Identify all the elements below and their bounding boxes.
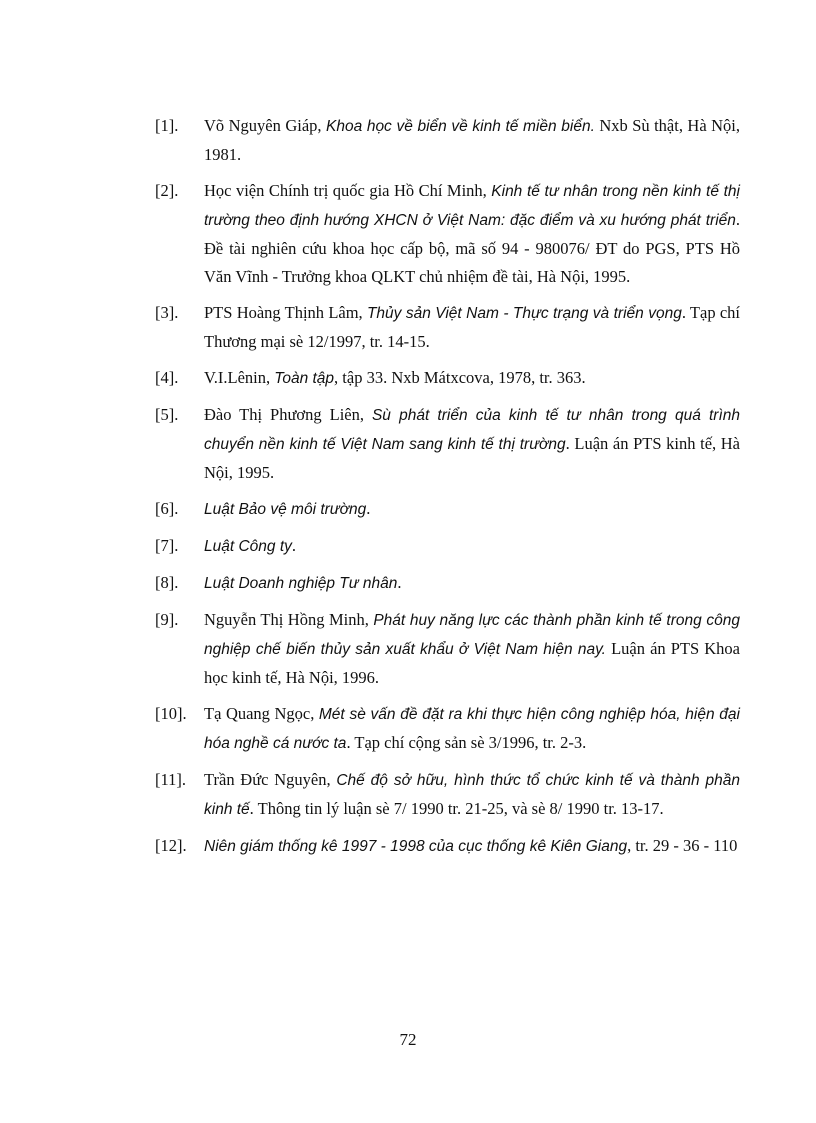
reference-item <box>155 495 740 524</box>
reference-title: Khoa học về biển về kinh tế miền biển. <box>325 118 595 135</box>
reference-details: . <box>366 499 371 518</box>
reference-details: . <box>291 536 297 555</box>
reference-text <box>204 700 740 758</box>
reference-author: Võ Nguyên Giáp, <box>204 116 326 135</box>
reference-number: [4]. <box>155 368 179 387</box>
reference-text <box>204 532 740 561</box>
page-number: 72 <box>399 1030 417 1049</box>
reference-text <box>204 495 740 524</box>
reference-author: Trần Đức Nguyên, <box>204 770 337 789</box>
reference-number: [10]. <box>155 704 187 723</box>
reference-details: . Tạp chí cộng sản sè 3/1996, tr. 2-3. <box>346 733 587 752</box>
reference-details: , tập 33. Nxb Mátxcova, 1978, tr. 363. <box>334 368 586 387</box>
reference-item <box>155 299 740 356</box>
reference-details: . Tạp chí Thương mại sè 12/1997, tr. 14-15. <box>204 303 741 351</box>
reference-text <box>204 569 740 598</box>
reference-details: . Luận án PTS kinh tế, Hà Nội, 1995. <box>204 434 741 482</box>
reference-title: Chế độ sở hữu, hình thức tổ chức kinh tế và thành phần kinh tế <box>204 772 740 818</box>
reference-author: Nguyễn Thị Hồng Minh, <box>204 610 374 629</box>
reference-title: Mét sè vấn đề đặt ra khi thực hiện công nghiệp hóa, hiện đại hóa nghề cá nước ta <box>204 706 740 752</box>
reference-text <box>204 401 740 487</box>
reference-list <box>155 112 740 869</box>
reference-text <box>204 766 740 824</box>
reference-number: [5]. <box>155 405 179 424</box>
reference-title: Niên giám thống kê 1997 - 1998 của cục thống kê Kiên Giang <box>204 838 628 855</box>
reference-details: . Thông tin lý luận sè 7/ 1990 tr. 21-25, và sè 8/ 1990 tr. 13-17. <box>249 799 664 818</box>
reference-title: Toàn tập <box>274 370 335 387</box>
reference-number: [12]. <box>155 836 187 855</box>
reference-details: . Đề tài nghiên cứu khoa học cấp bộ, mã số 94 - 980076/ ĐT do PGS, PTS Hồ Văn Vĩnh - Trưởng khoa QLKT chủ nhiệm đề tài, Hà Nội, 1995. <box>204 210 740 286</box>
reference-title: Luật Doanh nghiệp Tư nhân <box>204 575 398 592</box>
reference-author: Tạ Quang Ngọc, <box>204 704 319 723</box>
reference-number: [7]. <box>155 536 179 555</box>
reference-item <box>155 532 740 561</box>
reference-item <box>155 401 740 487</box>
reference-item <box>155 766 740 824</box>
reference-title: Luật Công ty <box>204 538 292 555</box>
reference-author: Học viện Chính trị quốc gia Hồ Chí Minh, <box>204 181 492 200</box>
reference-text <box>204 112 740 169</box>
reference-details: , tr. 29 - 36 - 110 <box>627 836 738 855</box>
reference-number: [9]. <box>155 610 179 629</box>
reference-text <box>204 364 740 393</box>
reference-author: V.I.Lênin, <box>204 368 275 387</box>
reference-details: . <box>397 573 402 592</box>
reference-number: [8]. <box>155 573 179 592</box>
reference-item <box>155 832 740 861</box>
reference-title: Kinh tế tư nhân trong nền kinh tế thị trường theo định hướng XHCN ở Việt Nam: đặc điểm và xu hướng phát triển <box>204 183 740 229</box>
reference-item <box>155 569 740 598</box>
reference-text <box>204 832 740 861</box>
reference-author: Đào Thị Phương Liên, <box>204 405 372 424</box>
reference-item <box>155 364 740 393</box>
reference-text <box>204 177 740 291</box>
reference-number: [2]. <box>155 181 179 200</box>
reference-title: Sù phát triển của kinh tế tư nhân trong quá trình chuyển nền kinh tế Việt Nam sang kinh tế thị trường <box>204 407 740 453</box>
reference-number: [6]. <box>155 499 179 518</box>
reference-title: Luật Bảo vệ môi trường <box>204 501 367 518</box>
reference-item <box>155 700 740 758</box>
reference-item <box>155 606 740 692</box>
reference-text <box>204 606 740 692</box>
reference-item <box>155 177 740 291</box>
reference-title: Thủy sản Việt Nam - Thực trạng và triển vọng <box>366 305 682 322</box>
reference-number: [3]. <box>155 303 179 322</box>
reference-author: PTS Hoàng Thịnh Lâm, <box>204 303 367 322</box>
reference-details: Luận án PTS Khoa học kinh tế, Hà Nội, 1996. <box>204 639 740 687</box>
reference-number: [11]. <box>155 770 187 789</box>
reference-item <box>155 112 740 169</box>
reference-number: [1]. <box>155 116 179 135</box>
reference-text <box>204 299 740 356</box>
reference-title: Phát huy năng lực các thành phần kinh tế trong công nghiệp chế biến thủy sản xuất khẩu ở Việt Nam hiện nay. <box>204 612 740 658</box>
reference-details: Nxb Sù thật, Hà Nội, 1981. <box>204 116 740 164</box>
